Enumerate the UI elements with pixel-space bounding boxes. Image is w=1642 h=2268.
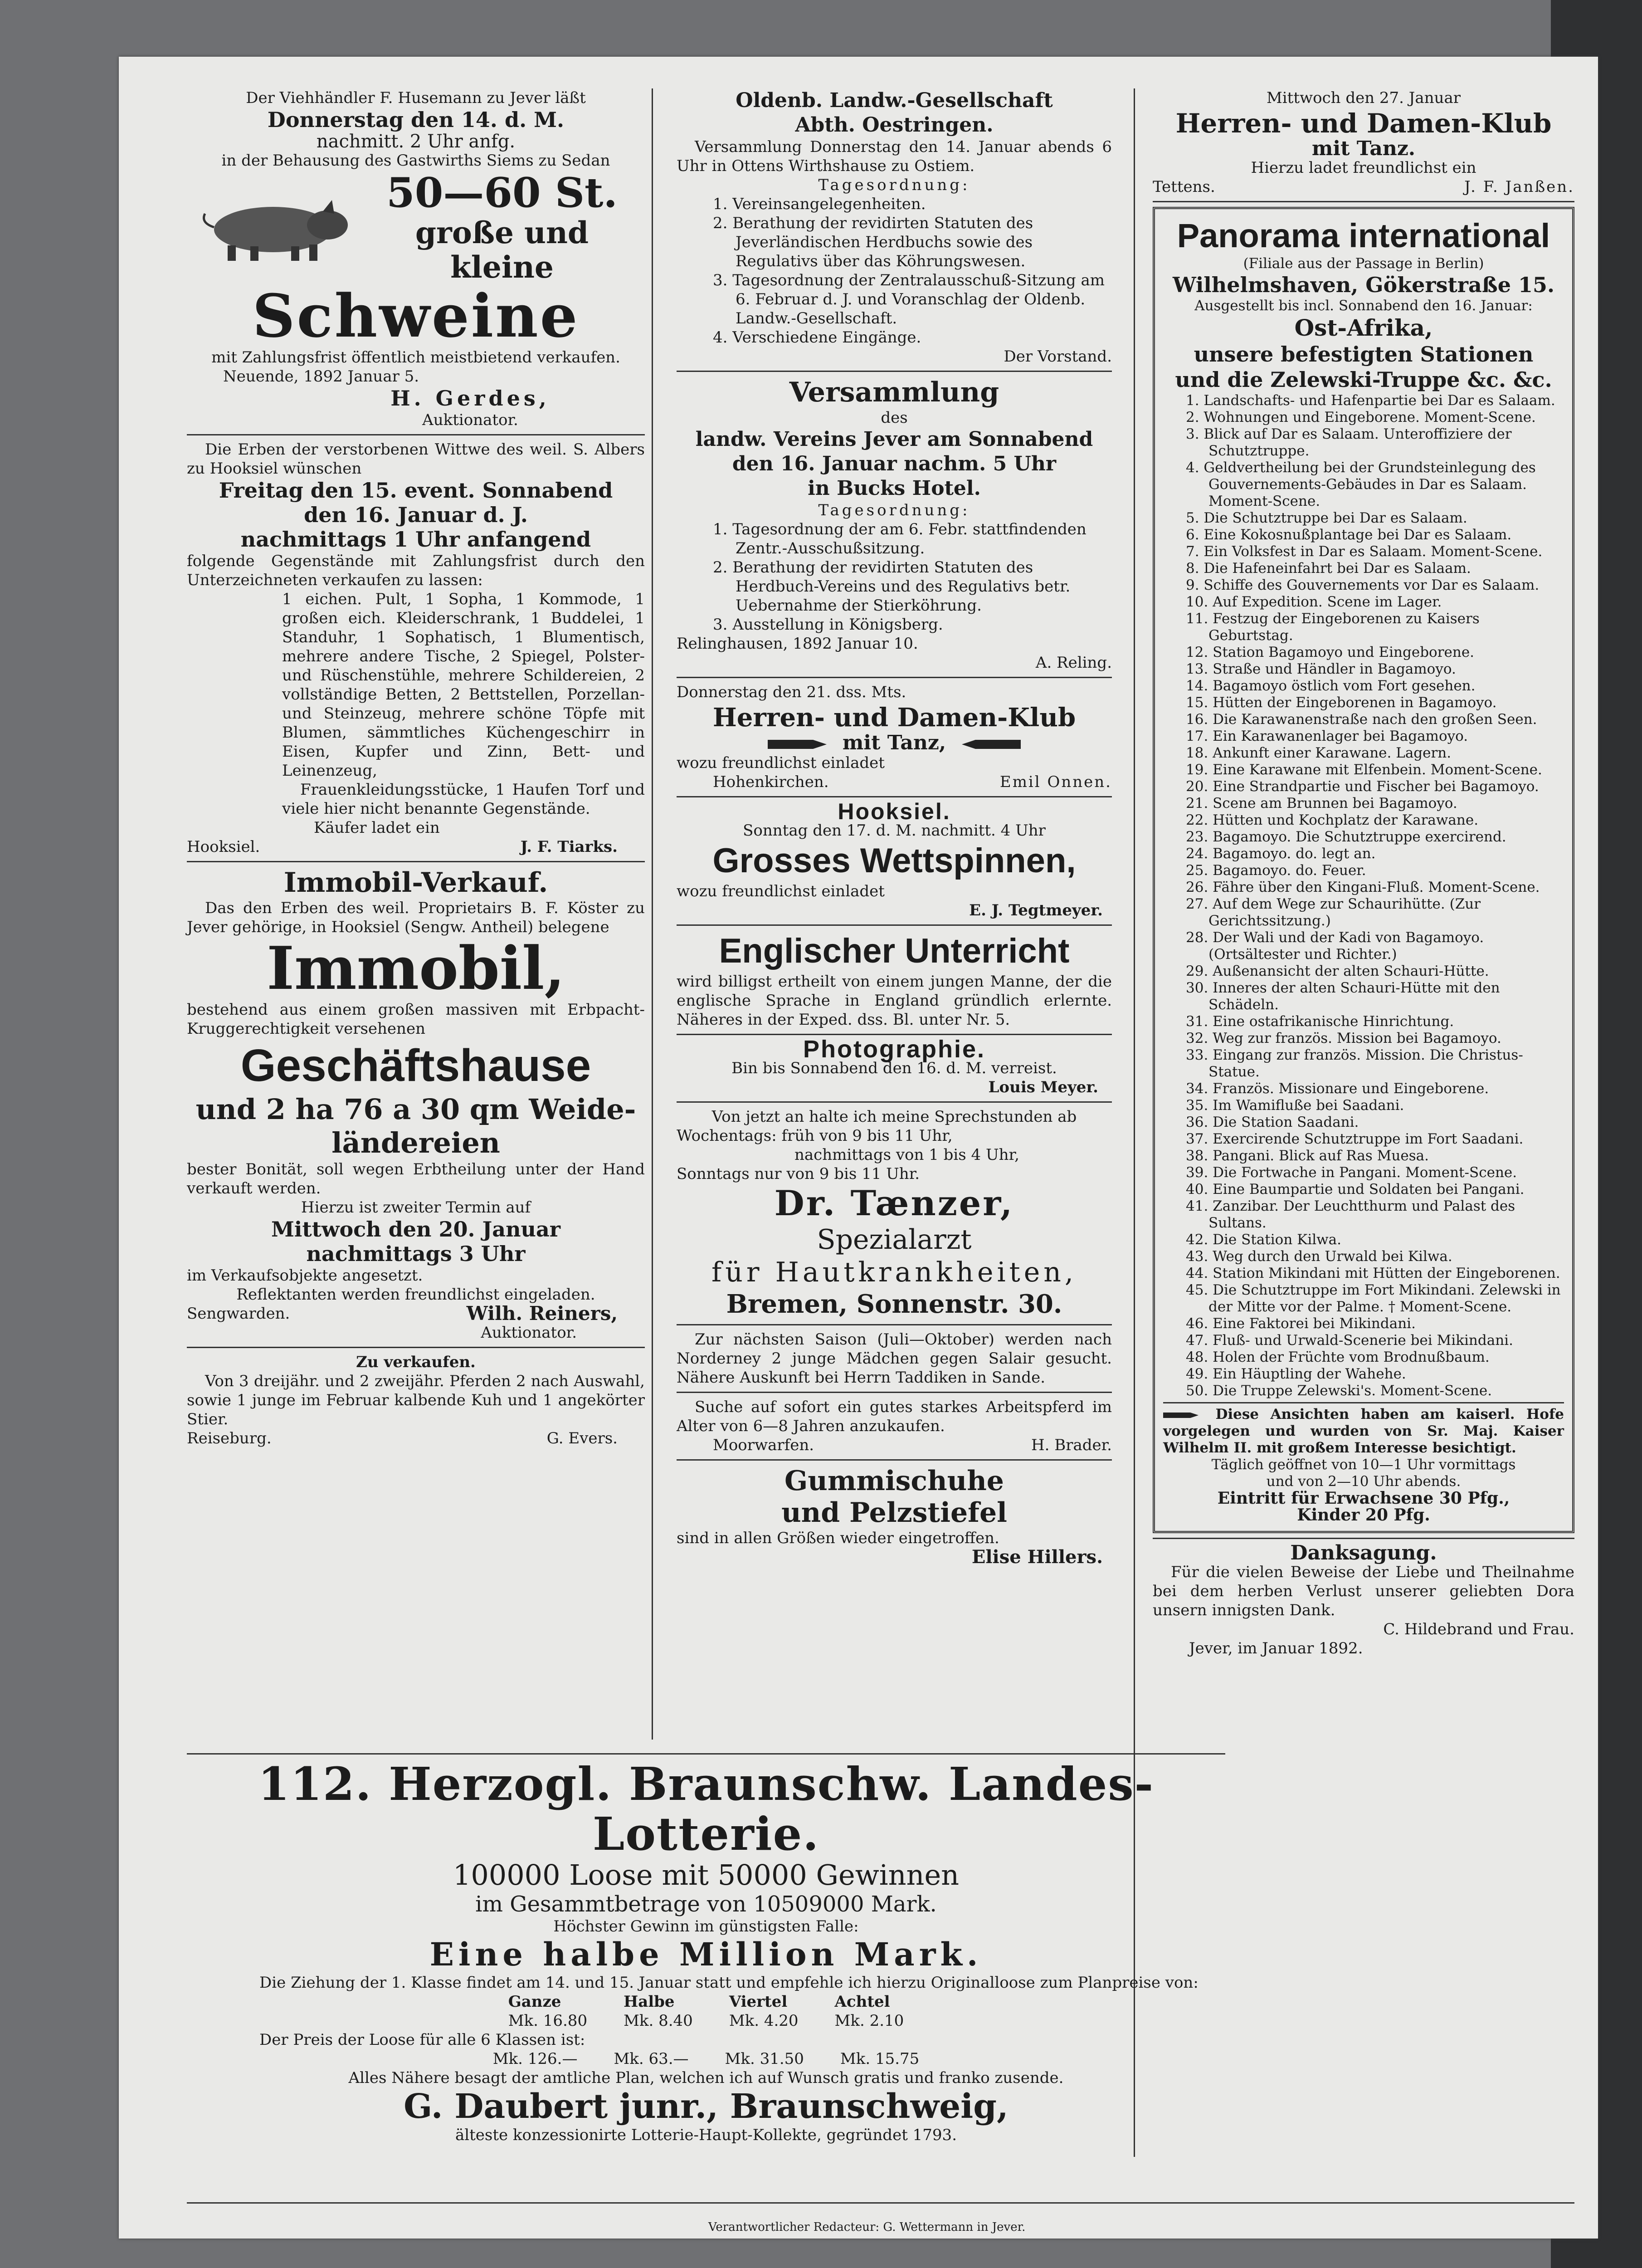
ad-subhead: für Hautkrankheiten, bbox=[711, 1256, 1077, 1288]
lottery-text: Die Ziehung der 1. Klasse findet am 14. und 15. Januar statt und empfehle ich hierzu Originalloose zum Planpreise von: bbox=[259, 1974, 1199, 1992]
panorama-scene-item: 25. Bagamoyo. do. Feuer. bbox=[1186, 862, 1366, 879]
panorama-hours: und von 2—10 Uhr abends. bbox=[1266, 1473, 1461, 1490]
panorama-scene-item: 33. Eingang zur französ. Mission. Die Christus-Statue. bbox=[1186, 1047, 1523, 1080]
lottery-text: Höchster Gewinn im günstigsten Falle: bbox=[553, 1917, 859, 1936]
ad-subhead: mit Tanz, bbox=[842, 731, 946, 754]
pig-illustration-icon bbox=[187, 191, 359, 264]
lottery-price-table-all-classes bbox=[475, 2049, 938, 2068]
ad-text: Für die vielen Beweise der Liebe und Theilnahme bei dem herben Verlust unserer geliebten Dora unsern innigsten Dank. bbox=[1153, 1563, 1574, 1619]
ad-item-list: Frauenkleidungsstücke, 1 Haufen Torf und viele hier nicht benannte Gegenstände. bbox=[282, 781, 645, 818]
panorama-scene-item: 45. Die Schutztruppe im Fort Mikindani. Zelewski in der Mitte vor der Palme. † Moment-Scene. bbox=[1186, 1282, 1561, 1315]
ad-text: Suche auf sofort ein gutes starkes Arbeitspferd im Alter von 6—8 Jahren anzukaufen. bbox=[677, 1398, 1112, 1435]
price-cell: Mk. 15.75 bbox=[840, 2050, 920, 2068]
ad-text: Sonntag den 17. d. M. nachmitt. 4 Uhr bbox=[743, 821, 1046, 840]
ad-text: Hierzu ist zweiter Termin auf bbox=[301, 1198, 531, 1217]
panorama-scene-item: 27. Auf dem Wege zur Schaurihütte. (Zur Gerichtssitzung.) bbox=[1186, 896, 1481, 929]
panorama-scene-item: 10. Auf Expedition. Scene im Lager. bbox=[1186, 594, 1442, 610]
ad-schweine bbox=[187, 88, 645, 430]
panorama-scene-item: 16. Die Karawanenstraße nach den großen Seen. bbox=[1186, 711, 1537, 728]
newspaper-page bbox=[119, 57, 1598, 2239]
ad-place: Tettens. bbox=[1153, 178, 1215, 196]
lottery-signature: G. Daubert junr., Braunschweig, bbox=[404, 2087, 1009, 2126]
ad-subhead: Spezialarzt bbox=[817, 1223, 972, 1256]
ad-dr-taenzer bbox=[677, 1107, 1112, 1320]
ad-headline: Geschäftshause bbox=[240, 1040, 591, 1091]
price-header: Ganze bbox=[508, 1993, 561, 2011]
panorama-scene-item: 20. Eine Strandpartie und Fischer bei Bagamoyo. bbox=[1186, 778, 1539, 795]
ad-item-list: 1 eichen. Pult, 1 Sopha, 1 Kommode, 1 großen eich. Kleiderschrank, 1 Buddelei, 1 Standuhr, 1 Sophatisch, 1 Blumentisch, mehrere andere Tische, 2 Spiegel, Polster- und Rüschenstühle, mehrere Schildereien, 2 vollständige Betten, 2 Bettstellen, Porzellan- und Steinzeug, mehrere schöne Töpfe mit Blumen, sämmtliches Küchengeschirr in Eisen, Kupfer und Zinn, Bett- und Leinenzeug, bbox=[282, 590, 645, 780]
pointing-hand-left-icon bbox=[953, 735, 1021, 753]
panorama-scene-item: 43. Weg durch den Urwald bei Kilwa. bbox=[1186, 1248, 1452, 1265]
panorama-scene-item: 31. Eine ostafrikanische Hinrichtung. bbox=[1186, 1013, 1454, 1030]
panorama-scene-item: 37. Exercirende Schutztruppe im Fort Saadani. bbox=[1186, 1131, 1524, 1147]
panorama-scene-item: 47. Fluß- und Urwald-Scenerie bei Mikindani. bbox=[1186, 1332, 1513, 1349]
panorama-scene-item: 21. Scene am Brunnen bei Bagamoyo. bbox=[1186, 795, 1457, 811]
ad-signature: Der Vorstand. bbox=[1004, 347, 1112, 366]
ad-signature: H. Gerdes, bbox=[390, 386, 550, 411]
ad-subhead: und 2 ha 76 a 30 qm Weide- bbox=[195, 1093, 636, 1126]
ad-place: Sengwarden. bbox=[187, 1305, 290, 1323]
panorama-scene-item: 28. Der Wali und der Kadi von Bagamoyo. (Ortsältester und Richter.) bbox=[1186, 929, 1484, 963]
lottery-subhead: im Gesammtbetrage von 10509000 Mark. bbox=[475, 1892, 937, 1917]
ad-herren-damen-klub-tettens bbox=[1153, 88, 1574, 196]
lottery-title: 112. Herzogl. Braunschw. Landes-Lotterie. bbox=[258, 1757, 1155, 1861]
agenda-item: 2. Berathung der revidirten Statuten des Herdbuch-Vereins und des Regulativs betr. Uebernahme der Stierköhrung. bbox=[713, 558, 1071, 615]
lottery-subhead: 100000 Loose mit 50000 Gewinnen bbox=[453, 1858, 960, 1892]
pointing-hand-right-icon bbox=[768, 735, 836, 753]
price-cell: Mk. 8.40 bbox=[624, 2012, 693, 2030]
panorama-headline: Ost-Afrika, bbox=[1294, 314, 1433, 341]
panorama-scene-item: 22. Hütten und Kochplatz der Karawane. bbox=[1186, 812, 1479, 828]
ad-signature: H. Brader. bbox=[1031, 1436, 1112, 1454]
agenda-item: 3. Tagesordnung der Zentralausschuß-Sitzung am 6. Februar d. J. und Voranschlag der Oldenb. Landw.-Gesellschaft. bbox=[713, 271, 1105, 327]
panorama-scene-item: 23. Bagamoyo. Die Schutztruppe exercirend. bbox=[1186, 829, 1506, 845]
ad-hours: Wochentags: früh von 9 bis 11 Uhr, bbox=[677, 1126, 953, 1145]
ad-place-date: Neuende, 1892 Januar 5. bbox=[223, 367, 419, 386]
ad-immobil bbox=[187, 867, 645, 1342]
lottery-price-table bbox=[490, 1992, 922, 2030]
price-header: Viertel bbox=[729, 1993, 788, 2011]
column-2 bbox=[677, 88, 1112, 1567]
ad-headline: Grosses Wettspinnen, bbox=[712, 841, 1076, 880]
ad-text: folgende Gegenstände mit Zahlungsfrist durch den Unterzeichneten verkaufen zu lassen: bbox=[187, 552, 645, 589]
agenda-item: 1. Tagesordnung der am 6. Febr. stattfindenden Zentr.-Ausschußsitzung. bbox=[713, 520, 1087, 557]
ad-headline: Herren- und Damen-Klub bbox=[712, 703, 1076, 733]
panorama-scene-item: 50. Die Truppe Zelewski's. Moment-Scene. bbox=[1186, 1383, 1492, 1399]
price-cell: Mk. 2.10 bbox=[834, 2012, 904, 2030]
column-rule-1 bbox=[652, 88, 653, 1740]
ad-text: Reflektanten werden freundlichst eingeladen. bbox=[236, 1286, 595, 1304]
panorama-scene-item: 1. Landschafts- und Hafenpartie bei Dar es Salaam. bbox=[1186, 392, 1555, 409]
panorama-scene-item: 44. Station Mikindani mit Hütten der Eingeborenen. bbox=[1186, 1265, 1560, 1281]
panorama-scene-item: 11. Festzug der Eingeborenen zu Kaisers Geburtstag. bbox=[1186, 611, 1480, 644]
ad-text: wird billigst ertheilt von einem jungen Manne, der die englische Sprache in England gründlich erlernte. Näheres in der Exped. dss. Bl. unter Nr. 5. bbox=[677, 972, 1112, 1029]
ad-subhead: in Bucks Hotel. bbox=[808, 477, 981, 500]
ad-headline: Schweine bbox=[252, 281, 580, 351]
panorama-scene-item: 40. Eine Baumpartie und Soldaten bei Pangani. bbox=[1186, 1181, 1525, 1198]
lottery-text: älteste konzessionirte Lotterie-Haupt-Kollekte, gegründet 1793. bbox=[455, 2126, 957, 2144]
ad-panorama-international bbox=[1153, 207, 1574, 1533]
ad-text: des bbox=[881, 409, 908, 427]
panorama-scene-item: 35. Im Wamifluße bei Saadani. bbox=[1186, 1097, 1404, 1114]
price-cell: Mk. 31.50 bbox=[725, 2050, 804, 2068]
ad-signature: C. Hildebrand und Frau. bbox=[1383, 1620, 1574, 1638]
panorama-dates: Ausgestellt bis incl. Sonnabend den 16. Januar: bbox=[1194, 298, 1533, 314]
panorama-scene-list bbox=[1186, 392, 1564, 1399]
column-3 bbox=[1153, 88, 1574, 1658]
panorama-hours: Täglich geöffnet von 10—1 Uhr vormittags bbox=[1211, 1457, 1516, 1473]
ad-headline: Photographie. bbox=[803, 1035, 985, 1063]
ad-hours: Sonntags nur von 9 bis 11 Uhr. bbox=[677, 1164, 920, 1183]
ad-headline: Hooksiel. bbox=[838, 798, 951, 824]
ad-agenda-list bbox=[713, 520, 1112, 634]
panorama-scene-item: 12. Station Bagamoyo und Eingeborene. bbox=[1186, 644, 1475, 660]
ad-text: Käufer ladet ein bbox=[314, 819, 440, 837]
panorama-scene-item: 19. Eine Karawane mit Elfenbein. Moment-Scene. bbox=[1186, 762, 1542, 778]
ad-time: nachmittags 3 Uhr bbox=[306, 1242, 526, 1266]
panorama-scene-item: 14. Bagamoyo östlich vom Fort gesehen. bbox=[1186, 678, 1476, 694]
column-1 bbox=[187, 88, 645, 1448]
ad-headline: Danksagung. bbox=[1290, 1541, 1437, 1564]
panorama-scene-item: 46. Eine Faktorei bei Mikindani. bbox=[1186, 1315, 1416, 1332]
ad-place: Moorwarfen. bbox=[713, 1436, 814, 1454]
panorama-price: Kinder 20 Pfg. bbox=[1297, 1505, 1430, 1525]
ad-signature: J. F. Tiarks. bbox=[520, 838, 618, 856]
ad-auction-albers bbox=[187, 440, 645, 856]
lottery-text: Alles Nähere besagt der amtliche Plan, welchen ich auf Wunsch gratis und franko zusende. bbox=[348, 2069, 1064, 2087]
panorama-scene-item: 39. Die Fortwache in Pangani. Moment-Scene. bbox=[1186, 1164, 1517, 1181]
panorama-scene-item: 32. Weg zur französ. Mission bei Bagamoyo. bbox=[1186, 1030, 1501, 1046]
panorama-scene-item: 13. Straße und Händler in Bagamoyo. bbox=[1186, 661, 1456, 677]
ad-headline: Versammlung bbox=[789, 376, 999, 408]
panorama-scene-item: 24. Bagamoyo. do. legt an. bbox=[1186, 846, 1376, 862]
ad-text: Von 3 dreijähr. und 2 zweijähr. Pferden 2 nach Auswahl, sowie 1 junge im Februar kalbende Kuh und 1 angekörter Stier. bbox=[187, 1372, 645, 1428]
ad-date: Donnerstag den 14. d. M. bbox=[267, 108, 565, 132]
ad-date: Donnerstag den 21. dss. Mts. bbox=[677, 683, 906, 701]
panorama-scene-item: 48. Holen der Früchte vom Brodnußbaum. bbox=[1186, 1349, 1490, 1365]
ad-subhead: landw. Vereins Jever am Sonnabend bbox=[695, 428, 1093, 451]
pointing-hand-right-icon bbox=[1163, 1408, 1204, 1422]
ad-headline: Dr. Tænzer, bbox=[774, 1183, 1014, 1223]
ad-headline: Immobil, bbox=[267, 934, 565, 1003]
ad-place: Reiseburg. bbox=[187, 1429, 272, 1447]
lottery-text: Der Preis der Loose für alle 6 Klassen ist: bbox=[259, 2031, 585, 2049]
ad-headline: Immobil-Verkauf. bbox=[283, 867, 548, 899]
panorama-scene-item: 30. Inneres der alten Schauri-Hütte mit den Schädeln. bbox=[1186, 980, 1500, 1013]
panorama-scene-item: 26. Fähre über den Kingani-Fluß. Moment-Scene. bbox=[1186, 879, 1540, 895]
ad-signature: Elise Hillers. bbox=[971, 1546, 1103, 1568]
ad-place-date: Relinghausen, 1892 Januar 10. bbox=[677, 635, 918, 653]
ad-text: Versammlung Donnerstag den 14. Januar abends 6 Uhr in Ottens Wirthshause zu Ostiem. bbox=[677, 138, 1112, 175]
ad-signature: E. J. Tegtmeyer. bbox=[969, 901, 1103, 919]
ad-place-date: Jever, im Januar 1892. bbox=[1189, 1639, 1363, 1657]
panorama-scene-item: 42. Die Station Kilwa. bbox=[1186, 1232, 1342, 1248]
ad-norderney bbox=[677, 1330, 1112, 1387]
ad-subhead: große und kleine bbox=[415, 215, 589, 285]
ad-text: Die Erben der verstorbenen Wittwe des weil. S. Albers zu Hooksiel wünschen bbox=[187, 440, 645, 478]
ad-text: sind in allen Größen wieder eingetroffen. bbox=[677, 1529, 999, 1547]
panorama-title: Panorama international bbox=[1177, 217, 1550, 254]
ad-signature-title: Auktionator. bbox=[481, 1324, 577, 1342]
panorama-scene-item: 7. Ein Volksfest in Dar es Salaam. Moment-Scene. bbox=[1186, 543, 1543, 560]
agenda-item: 1. Vereinsangelegenheiten. bbox=[713, 195, 926, 213]
ad-text: mit Zahlungsfrist öffentlich meistbietend verkaufen. bbox=[211, 348, 620, 367]
ad-agenda-title: Tagesordnung: bbox=[818, 176, 970, 194]
ad-headline: Englischer Unterricht bbox=[719, 931, 1070, 970]
ad-englischer-unterricht bbox=[677, 930, 1112, 1029]
ad-versammlung bbox=[677, 376, 1112, 672]
price-cell: Mk. 4.20 bbox=[729, 2012, 799, 2030]
ad-text: Das den Erben des weil. Proprietairs B. F. Köster zu Jever gehörige, in Hooksiel (Sengw. Antheil) belegene bbox=[187, 899, 645, 936]
ad-headline: Abth. Oestringen. bbox=[795, 113, 994, 137]
ad-text: Zur nächsten Saison (Juli—Oktober) werden nach Norderney 2 junge Mädchen gegen Salair gesucht. Nähere Auskunft bei Herrn Taddiken in Sande. bbox=[677, 1330, 1112, 1387]
price-header: Halbe bbox=[624, 1993, 675, 2011]
price-cell: Mk. 126.— bbox=[492, 2050, 578, 2068]
ad-signature: G. Evers. bbox=[546, 1429, 618, 1447]
panorama-scene-item: 4. Geldvertheilung bei der Grundsteinlegung des Gouvernements-Gebäudes in Dar es Salaam. Moment-Scene. bbox=[1186, 459, 1536, 509]
panorama-scene-item: 41. Zanzibar. Der Leuchtthurm und Palast des Sultans. bbox=[1186, 1198, 1515, 1231]
ad-signature: J. F. Janßen. bbox=[1464, 178, 1574, 196]
ad-agenda-title: Tagesordnung: bbox=[818, 501, 970, 519]
ad-text: wozu freundlichst einladet bbox=[677, 753, 885, 772]
panorama-scene-item: 2. Wohnungen und Eingeborene. Moment-Scene. bbox=[1186, 409, 1536, 425]
ad-headline: Zu verkaufen. bbox=[356, 1353, 476, 1371]
ad-gummischuhe bbox=[677, 1465, 1112, 1567]
ad-address: Bremen, Sonnenstr. 30. bbox=[726, 1289, 1062, 1319]
ad-lottery bbox=[187, 1753, 1225, 2145]
ad-text: Hierzu ladet freundlichst ein bbox=[1251, 159, 1476, 177]
ad-place: Hohenkirchen. bbox=[713, 772, 829, 791]
ad-text: Der Viehhändler F. Husemann zu Jever läßt bbox=[246, 89, 586, 107]
ad-danksagung bbox=[1153, 1541, 1574, 1658]
ad-signature: Louis Meyer. bbox=[988, 1078, 1098, 1096]
ad-headline: und Pelzstiefel bbox=[781, 1496, 1007, 1529]
ad-text: wozu freundlichst einladet bbox=[677, 882, 885, 900]
ad-time: nachmitt. 2 Uhr anfg. bbox=[316, 131, 516, 152]
ad-time: nachmittags 1 Uhr anfangend bbox=[240, 527, 591, 552]
panorama-note: Diese Ansichten haben am kaiserl. Hofe vorgelegen und wurden von Sr. Maj. Kaiser Wilhelm II. mit großem Interesse besichtigt. bbox=[1163, 1406, 1564, 1456]
panorama-scene-item: 6. Eine Kokosnußplantage bei Dar es Salaam. bbox=[1186, 527, 1512, 543]
agenda-item: 3. Ausstellung in Königsberg. bbox=[713, 616, 943, 634]
ad-count: 50—60 St. bbox=[386, 169, 618, 217]
panorama-scene-item: 38. Pangani. Blick auf Ras Muesa. bbox=[1186, 1148, 1429, 1164]
panorama-scene-item: 17. Ein Karawanenlager bei Bagamoyo. bbox=[1186, 728, 1468, 744]
panorama-price: Eintritt für Erwachsene 30 Pfg., bbox=[1217, 1489, 1510, 1508]
panorama-scene-item: 8. Die Hafeneinfahrt bei Dar es Salaam. bbox=[1186, 560, 1471, 577]
panorama-subhead: unsere befestigten Stationen bbox=[1194, 342, 1534, 367]
panorama-subhead: und die Zelewski-Truppe &c. &c. bbox=[1175, 367, 1552, 392]
ad-date: Mittwoch den 27. Januar bbox=[1266, 89, 1461, 107]
ad-zu-verkaufen bbox=[187, 1353, 645, 1448]
ad-date: Mittwoch den 20. Januar bbox=[271, 1217, 561, 1242]
panorama-scene-item: 34. Französ. Missionare und Eingeborene. bbox=[1186, 1080, 1489, 1097]
ad-headline: Gummischuhe bbox=[784, 1465, 1004, 1497]
ad-place: Hooksiel. bbox=[187, 838, 260, 856]
ad-landw-gesellschaft bbox=[677, 88, 1112, 366]
panorama-scene-item: 18. Ankunft einer Karawane. Lagern. bbox=[1186, 745, 1452, 761]
ad-signature: A. Reling. bbox=[1035, 654, 1112, 672]
ad-agenda-list bbox=[713, 195, 1112, 347]
ad-signature: Wilh. Reiners, bbox=[466, 1302, 618, 1325]
ad-headline: Herren- und Damen-Klub bbox=[1175, 108, 1552, 139]
ad-hours: nachmittags von 1 bis 4 Uhr, bbox=[794, 1145, 1019, 1164]
ad-text: bester Bonität, soll wegen Erbtheilung unter der Hand verkauft werden. bbox=[187, 1160, 645, 1198]
ad-text: Bin bis Sonnabend den 16. d. M. verreist. bbox=[731, 1059, 1057, 1077]
agenda-item: 4. Verschiedene Eingänge. bbox=[713, 328, 921, 347]
ad-arbeitspferd bbox=[677, 1398, 1112, 1455]
panorama-scene-item: 36. Die Station Saadani. bbox=[1186, 1114, 1359, 1130]
ad-text: Von jetzt an halte ich meine Sprechstunden ab bbox=[711, 1107, 1077, 1126]
ad-subhead: mit Tanz. bbox=[1311, 137, 1416, 160]
panorama-address: Wilhelmshaven, Gökerstraße 15. bbox=[1172, 273, 1555, 297]
agenda-item: 2. Berathung der revidirten Statuten des Jeverländischen Herdbuchs sowie des Regulativs über das Köhrungswesen. bbox=[713, 214, 1033, 270]
ad-signature-title: Auktionator. bbox=[422, 411, 518, 429]
panorama-scene-item: 29. Außenansicht der alten Schauri-Hütte. bbox=[1186, 963, 1489, 979]
ad-date: den 16. Januar d. J. bbox=[304, 503, 528, 527]
ad-wettspinnen bbox=[677, 798, 1112, 920]
panorama-scene-item: 15. Hütten der Eingeborenen in Bagamoyo. bbox=[1186, 694, 1497, 711]
panorama-scene-item: 9. Schiffe des Gouvernements vor Dar es Salaam. bbox=[1186, 577, 1540, 593]
price-header: Achtel bbox=[834, 1993, 890, 2011]
ad-photographie bbox=[677, 1035, 1112, 1097]
ad-subhead: ländereien bbox=[331, 1126, 500, 1159]
price-cell: Mk. 16.80 bbox=[508, 2012, 588, 2030]
panorama-scene-item: 3. Blick auf Dar es Salaam. Unteroffiziere der Schutztruppe. bbox=[1186, 426, 1512, 459]
ad-text: in der Behausung des Gastwirths Siems zu Sedan bbox=[221, 152, 610, 170]
panorama-scene-item: 5. Die Schutztruppe bei Dar es Salaam. bbox=[1186, 510, 1467, 526]
ad-text: bestehend aus einem großen massiven mit Erbpacht-Kruggerechtigkeit versehenen bbox=[187, 1001, 645, 1038]
page-footer: Verantwortlicher Redacteur: G. Wettermann in Jever. bbox=[708, 2220, 1026, 2234]
ad-text: im Verkaufsobjekte angesetzt. bbox=[187, 1266, 423, 1285]
ad-signature: Emil Onnen. bbox=[999, 772, 1112, 791]
ad-subhead: den 16. Januar nachm. 5 Uhr bbox=[732, 452, 1057, 475]
ad-headline: Oldenb. Landw.-Gesellschaft bbox=[736, 89, 1053, 112]
panorama-branch: (Filiale aus der Passage in Berlin) bbox=[1243, 255, 1484, 272]
ad-date: Freitag den 15. event. Sonnabend bbox=[219, 478, 613, 503]
panorama-scene-item: 49. Ein Häuptling der Wahehe. bbox=[1186, 1366, 1406, 1382]
lottery-headline: Eine halbe Million Mark. bbox=[429, 1936, 983, 1973]
price-cell: Mk. 63.— bbox=[614, 2050, 689, 2068]
ad-herren-damen-klub-hohenkirchen bbox=[677, 683, 1112, 792]
